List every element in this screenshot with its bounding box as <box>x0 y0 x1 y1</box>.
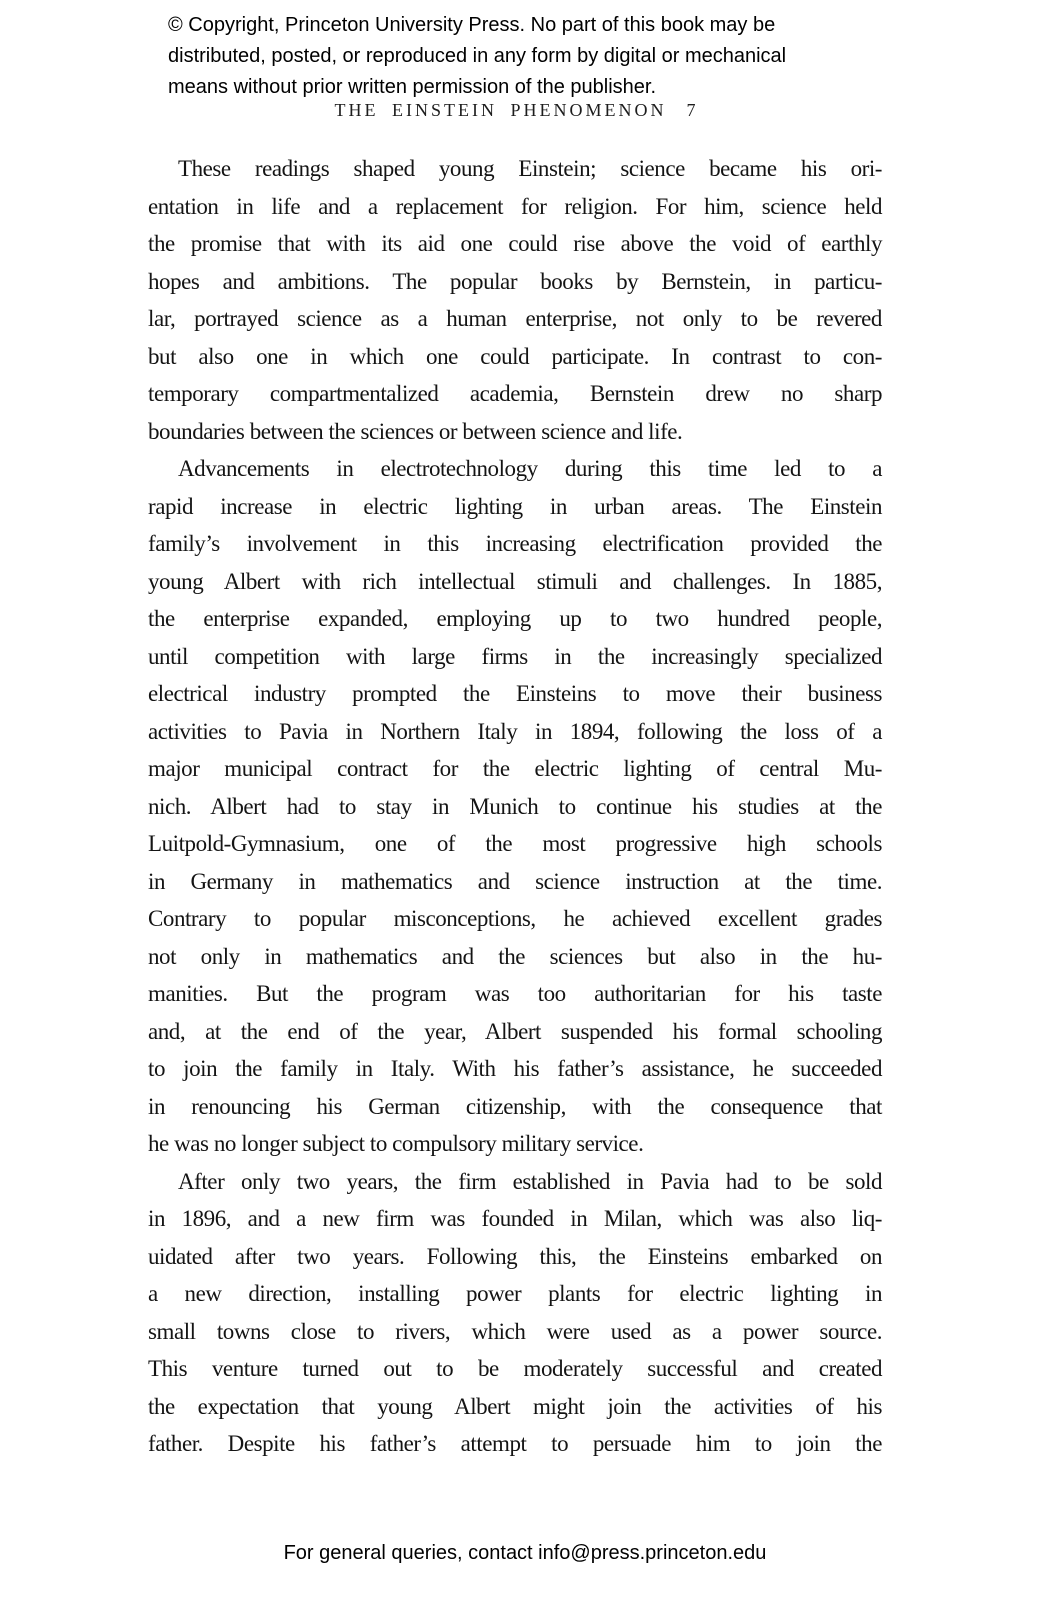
text-line: a new direction, installing power plants for electric lighting in <box>148 1281 882 1306</box>
copyright-line: means without prior written permission of the publisher. <box>168 76 657 98</box>
text-line: and, at the end of the year, Albert suspended his formal schooling <box>148 1018 882 1044</box>
text-line: Luitpold-Gymnasium, one of the most progressive high schools <box>148 831 882 856</box>
text-line: young Albert with rich intellectual stimuli and challenges. In 1885, <box>148 568 882 594</box>
text-line: major municipal contract for the electric lighting of central Mu- <box>148 756 882 781</box>
paragraph <box>148 150 882 450</box>
paragraph <box>148 450 882 1163</box>
text-line: electrical industry prompted the Einsteins to move their business <box>148 681 882 706</box>
text-line: boundaries between the sciences or between science and life. <box>148 418 683 444</box>
text-line: the expectation that young Albert might join the activities of his <box>148 1393 882 1419</box>
copyright-line: © Copyright, Princeton University Press. No part of this book may be <box>168 14 776 36</box>
text-line: Contrary to popular misconceptions, he achieved excellent grades <box>148 906 882 931</box>
footer-contact: For general queries, contact info@press.princeton.edu <box>283 1542 767 1564</box>
text-line: nich. Albert had to stay in Munich to continue his studies at the <box>148 793 882 819</box>
text-line: father. Despite his father’s attempt to persuade him to join the <box>148 1431 882 1456</box>
text-line: to join the family in Italy. With his father’s assistance, he succeeded <box>148 1056 882 1081</box>
text-line: manities. But the program was too authoritarian for his taste <box>148 981 882 1006</box>
text-line: hopes and ambitions. The popular books by Bernstein, in particu- <box>148 268 882 294</box>
running-head-title: THE EINSTEIN PHENOMENON <box>334 100 667 120</box>
page-number: 7 <box>686 100 696 120</box>
text-line: Advancements in electrotechnology during this time led to a <box>178 456 882 481</box>
text-line: in renouncing his German citizenship, with the consequence that <box>148 1093 882 1119</box>
text-line: the enterprise expanded, employing up to two hundred people, <box>148 606 882 631</box>
body-text <box>148 150 882 1463</box>
text-line: temporary compartmentalized academia, Bernstein drew no sharp <box>148 381 882 406</box>
text-line: in 1896, and a new firm was founded in Milan, which was also liq- <box>148 1206 882 1231</box>
text-line: but also one in which one could participate. In contrast to con- <box>148 343 882 369</box>
text-line: This venture turned out to be moderately successful and created <box>148 1356 882 1381</box>
paragraph <box>148 1163 882 1463</box>
copyright-notice <box>168 10 786 103</box>
text-line: lar, portrayed science as a human enterprise, not only to be revered <box>148 306 882 331</box>
text-line: rapid increase in electric lighting in urban areas. The Einstein <box>148 493 882 519</box>
running-head <box>148 96 882 124</box>
text-line: activities to Pavia in Northern Italy in 1894, following the loss of a <box>148 718 882 744</box>
text-line: entation in life and a replacement for religion. For him, science held <box>148 193 882 219</box>
text-line: the promise that with its aid one could rise above the void of earthly <box>148 231 882 256</box>
text-line: he was no longer subject to compulsory military service. <box>148 1131 644 1156</box>
text-line: family’s involvement in this increasing electrification provided the <box>148 531 882 556</box>
text-line: until competition with large firms in the increasingly specialized <box>148 643 882 669</box>
text-line: After only two years, the firm established in Pavia had to be sold <box>178 1168 882 1194</box>
text-line: small towns close to rivers, which were used as a power source. <box>148 1318 882 1344</box>
copyright-line: distributed, posted, or reproduced in any form by digital or mechanical <box>168 45 787 67</box>
text-line: in Germany in mathematics and science instruction at the time. <box>148 868 882 894</box>
text-line: uidated after two years. Following this, the Einsteins embarked on <box>148 1243 882 1269</box>
text-line: not only in mathematics and the sciences but also in the hu- <box>148 943 882 969</box>
text-line: These readings shaped young Einstein; science became his ori- <box>178 156 882 181</box>
